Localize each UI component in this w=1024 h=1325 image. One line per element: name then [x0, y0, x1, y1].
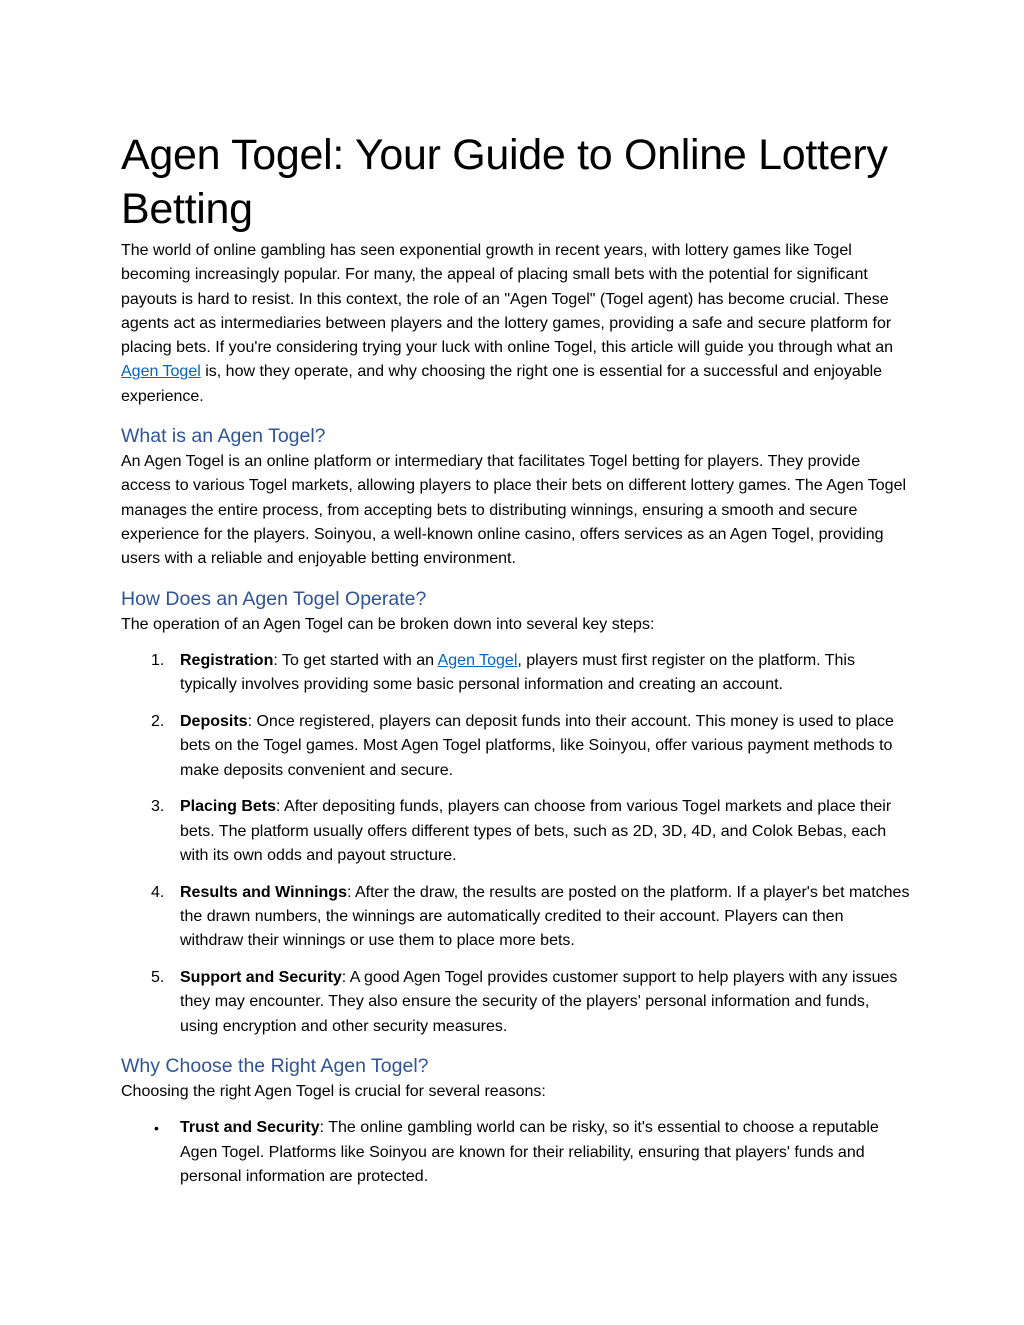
page-title: Agen Togel: Your Guide to Online Lottery Betting	[121, 131, 888, 233]
list-item-text: : After the draw, the results are posted on the platform. If a player's bet matches the drawn numbers, the winnings are automatically credited to their account. Players can then withdraw their winnings or use them to place more bets.	[180, 883, 910, 950]
list-item-body	[180, 795, 911, 868]
list-number: 1.	[151, 651, 165, 669]
list-item	[121, 1116, 911, 1189]
section-what-is-paragraph: An Agen Togel is an online platform or intermediary that facilitates Togel betting for players. They provide access to various Togel markets, allowing players to place their bets on different lottery games. The Agen Togel manages the entire process, from accepting bets to distributing winnings, ensuring a smooth and secure experience for the players. Soinyou, a well-known online casino, offers services as an Agen Togel, providing users with a reliable and enjoyable betting environment.	[121, 453, 907, 568]
list-item-text: : After depositing funds, players can choose from various Togel markets and place their bets. The platform usually offers different types of bets, such as 2D, 3D, 4D, and Colok Bebas, each with its own odds and payout structure.	[180, 798, 892, 864]
list-item-term: Support and Security	[180, 969, 342, 987]
intro-text-before-link: The world of online gambling has seen exponential growth in recent years, with lottery games like Togel becoming increasingly popular. For many, the appeal of placing small bets with the potential for significant payouts is hard to resist. In this context, the role of an "Agen Togel" (Togel agent) has become crucial. These agents act as intermediaries between players and the lottery games, providing a safe and secure platform for placing bets. If you're considering trying your luck with online Togel, this article will guide you through what an	[121, 242, 894, 357]
list-item	[121, 649, 911, 698]
list-item-body	[180, 966, 911, 1039]
list-item-term: Placing Bets	[180, 798, 277, 816]
section-heading-what-is: What is an Agen Togel?	[121, 425, 326, 448]
list-item-text: : The online gambling world can be risky, so it's essential to choose a reputable Agen Togel. Platforms like Soinyou are known for their reliability, ensuring that players' funds and personal information are protected.	[180, 1119, 879, 1185]
agen-togel-link[interactable]: Agen Togel	[121, 363, 201, 381]
agen-togel-link[interactable]: Agen Togel	[437, 651, 518, 669]
section-how-operate-paragraph: The operation of an Agen Togel can be broken down into several key steps:	[121, 615, 655, 633]
list-item-text: , players must first register on the platform. This typically involves providing some basic personal information and creating an account.	[180, 651, 855, 694]
document-page	[121, 128, 911, 1202]
list-number: 3.	[151, 798, 165, 816]
list-item-body	[180, 881, 911, 954]
list-item-term: Results and Winnings	[180, 883, 347, 901]
reasons-list	[121, 1116, 911, 1189]
bullet-icon: •	[154, 1120, 159, 1137]
list-item	[121, 966, 911, 1039]
section-heading-why-choose: Why Choose the Right Agen Togel?	[121, 1055, 429, 1078]
section-why-choose-paragraph: Choosing the right Agen Togel is crucial for several reasons:	[121, 1083, 546, 1101]
list-item-text: : Once registered, players can deposit funds into their account. This money is used to place bets on the Togel games. Most Agen Togel platforms, like Soinyou, offer various payment methods to make deposits convenient and secure.	[180, 712, 894, 779]
list-item-body	[180, 710, 911, 783]
list-item-term: Deposits	[180, 712, 248, 730]
list-item-text-before-link: : To get started with an	[273, 651, 438, 669]
list-item-term: Registration	[180, 651, 274, 669]
list-item	[121, 795, 911, 868]
list-item-term: Trust and Security	[180, 1119, 320, 1137]
list-item	[121, 881, 911, 954]
list-item-text: : A good Agen Togel provides customer support to help players with any issues they may encounter. They also ensure the security of the players' personal information and funds, using encryption and other security measures.	[180, 969, 898, 1035]
list-item-body	[180, 649, 911, 698]
intro-paragraph	[121, 239, 911, 409]
section-heading-how-operate: How Does an Agen Togel Operate?	[121, 587, 427, 610]
list-number: 4.	[151, 883, 165, 901]
steps-list	[121, 649, 911, 1039]
list-number: 5.	[151, 969, 165, 987]
list-item	[121, 710, 911, 783]
list-item-body	[180, 1116, 911, 1189]
list-number: 2.	[151, 712, 165, 730]
intro-text-after-link: is, how they operate, and why choosing the right one is essential for a successful and enjoyable experience.	[121, 363, 883, 405]
